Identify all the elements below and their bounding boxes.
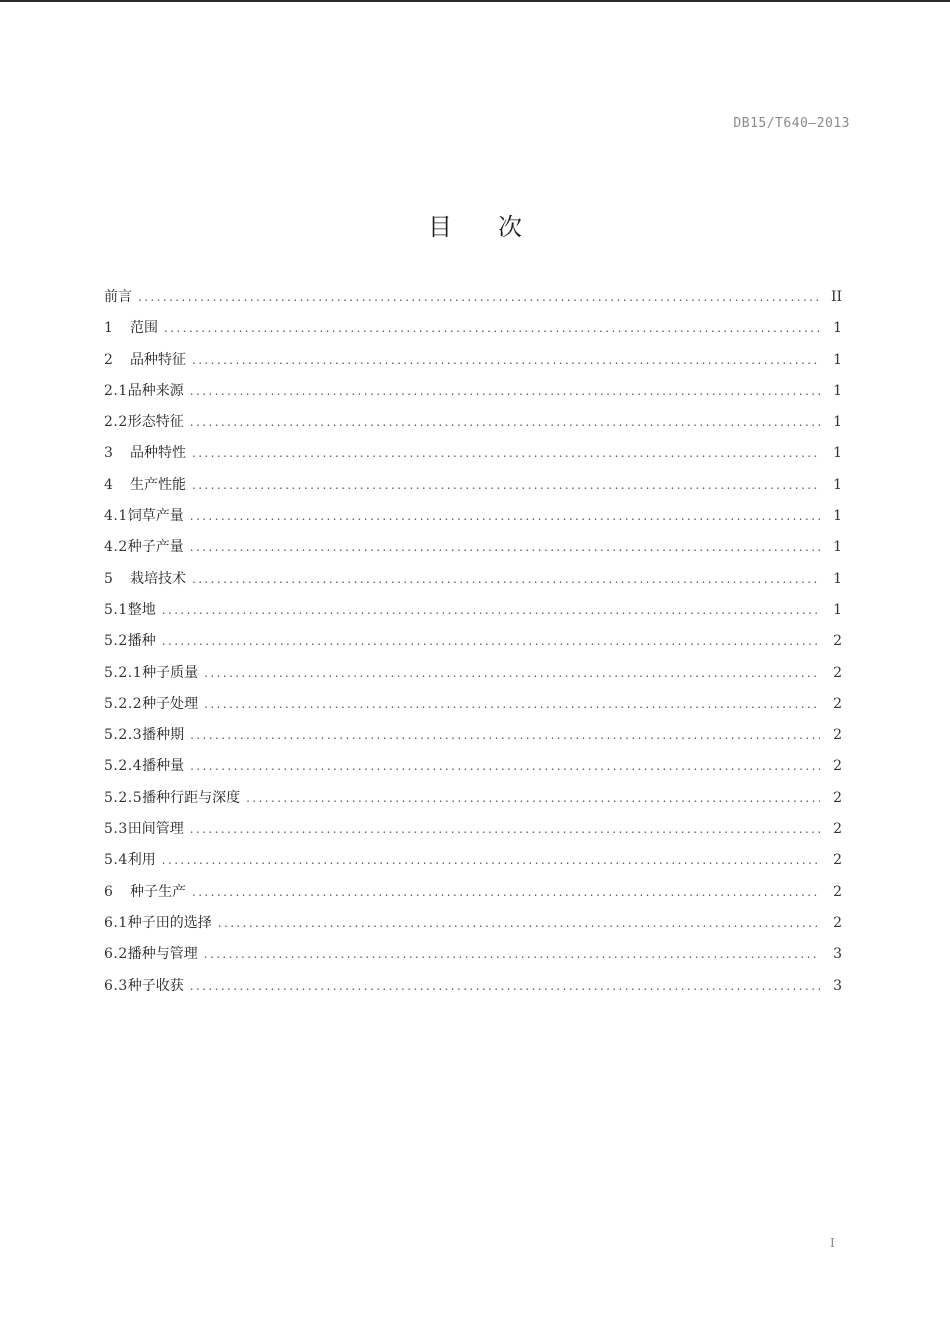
toc-entry[interactable] [104, 814, 842, 845]
toc-entry-title: 品种特性 [130, 445, 186, 462]
toc-dot-leader [164, 313, 820, 344]
toc-dot-leader [190, 971, 820, 1002]
toc-page-number: 1 [833, 539, 842, 556]
toc-entry[interactable] [104, 720, 842, 751]
toc-page-number: 2 [833, 633, 842, 650]
toc-dot-leader [162, 845, 820, 876]
toc-entry-number: 2.1 [104, 382, 128, 399]
toc-page-number: 1 [833, 382, 842, 399]
toc-entry[interactable] [104, 689, 842, 720]
toc-page-number: 1 [833, 508, 842, 525]
toc-entry[interactable] [104, 313, 842, 344]
toc-page-number: 2 [833, 883, 842, 900]
toc-entry-number: 6 [104, 883, 114, 900]
toc-entry[interactable] [104, 783, 842, 814]
toc-entry[interactable] [104, 877, 842, 908]
toc-entry-number: 1 [104, 320, 114, 337]
toc-entry[interactable] [104, 345, 842, 376]
toc-entry-number: 5.2.3 [104, 727, 143, 744]
toc-dot-leader [190, 501, 820, 532]
toc-dot-leader [190, 532, 820, 563]
toc-entry-number: 2 [104, 351, 114, 368]
toc-entry-title: 利用 [127, 852, 156, 869]
toc-page-number: II [830, 289, 842, 305]
toc-entry-number: 3 [104, 445, 114, 462]
toc-entry-title: 种子收获 [127, 977, 184, 994]
toc-page-number: 1 [833, 445, 842, 462]
toc-entry-number: 5 [104, 570, 114, 587]
toc-entry[interactable] [104, 658, 842, 689]
toc-dot-leader [192, 438, 820, 469]
table-of-contents [104, 282, 842, 1002]
toc-entry-title: 品种来源 [127, 382, 184, 399]
toc-dot-leader [218, 908, 820, 939]
toc-entry-number: 4.2 [104, 539, 128, 556]
toc-page-number: 1 [833, 570, 842, 587]
toc-entry-number: 4 [104, 476, 114, 493]
toc-page-number: 2 [833, 727, 842, 744]
toc-dot-leader [138, 282, 820, 313]
page-number: I [830, 1236, 835, 1250]
toc-dot-leader [246, 783, 820, 814]
toc-dot-leader [192, 877, 820, 908]
toc-entry[interactable] [104, 626, 842, 657]
toc-entry-title: 播种量 [142, 758, 185, 775]
toc-page-number: 2 [833, 852, 842, 869]
toc-dot-leader [190, 720, 820, 751]
toc-page-number: 2 [833, 821, 842, 838]
toc-entry-number: 6.2 [104, 946, 128, 963]
toc-entry-number: 5.2.4 [104, 758, 143, 775]
toc-entry-title: 种子质量 [142, 664, 199, 681]
toc-entry-number: 5.2 [104, 633, 128, 650]
toc-dot-leader [192, 470, 820, 501]
toc-dot-leader [190, 376, 820, 407]
toc-entry[interactable] [104, 438, 842, 469]
toc-page-number: 2 [833, 758, 842, 775]
toc-dot-leader [204, 689, 820, 720]
toc-dot-leader [162, 626, 820, 657]
toc-entry-number: 5.1 [104, 601, 128, 618]
toc-entry[interactable] [104, 376, 842, 407]
toc-dot-leader [190, 751, 820, 782]
top-scan-border [0, 0, 950, 2]
toc-entry-title: 范围 [130, 320, 158, 337]
toc-page-number: 1 [833, 601, 842, 618]
toc-entry-title: 形态特征 [127, 414, 184, 431]
toc-entry[interactable] [104, 845, 842, 876]
toc-entry[interactable] [104, 564, 842, 595]
toc-entry-title: 栽培技术 [130, 570, 186, 587]
toc-page-number: 1 [833, 476, 842, 493]
toc-entry-title: 种子田的选择 [127, 914, 212, 931]
toc-entry[interactable] [104, 532, 842, 563]
toc-entry-title: 生产性能 [130, 476, 186, 493]
toc-page-number: 1 [833, 351, 842, 368]
toc-entry-title: 饲草产量 [127, 508, 184, 525]
toc-entry-number: 5.2.1 [104, 664, 143, 681]
toc-entry-title: 播种与管理 [127, 946, 198, 963]
toc-entry-title: 种子处理 [142, 695, 199, 712]
toc-entry[interactable] [104, 908, 842, 939]
toc-entry-number: 4.1 [104, 508, 128, 525]
toc-page-number: 3 [833, 977, 842, 994]
toc-page-number: 2 [833, 664, 842, 681]
document-code: DB15/T640—2013 [733, 116, 850, 131]
toc-entry-title: 品种特征 [130, 351, 186, 368]
toc-entry[interactable] [104, 501, 842, 532]
toc-entry-title: 种子生产 [130, 883, 186, 900]
toc-page-number: 2 [833, 914, 842, 931]
toc-entry-title: 播种期 [142, 727, 185, 744]
toc-entry-title: 播种行距与深度 [142, 789, 241, 806]
toc-entry[interactable] [104, 470, 842, 501]
toc-entry[interactable] [104, 595, 842, 626]
toc-entry-foreword[interactable] [104, 282, 842, 313]
toc-dot-leader [162, 595, 820, 626]
toc-dot-leader [192, 345, 820, 376]
toc-dot-leader [204, 658, 820, 689]
page-title: 目次 [428, 213, 568, 241]
toc-entry-number: 5.4 [104, 852, 128, 869]
toc-entry[interactable] [104, 939, 842, 970]
toc-entry[interactable] [104, 971, 842, 1002]
toc-entry-number: 2.2 [104, 414, 128, 431]
toc-page-number: 1 [833, 414, 842, 431]
toc-entry-number: 5.3 [104, 821, 128, 838]
toc-page-number: 1 [833, 320, 842, 337]
toc-entry-title: 种子产量 [127, 539, 184, 556]
toc-dot-leader [192, 564, 820, 595]
toc-entry-title: 田间管理 [127, 821, 184, 838]
toc-page-number: 3 [833, 946, 842, 963]
toc-page-number: 2 [833, 789, 842, 806]
toc-entry-number: 5.2.2 [104, 695, 143, 712]
toc-dot-leader [190, 814, 820, 845]
toc-entry-title: 播种 [127, 633, 156, 650]
toc-entry[interactable] [104, 751, 842, 782]
toc-dot-leader [190, 407, 820, 438]
toc-entry[interactable] [104, 407, 842, 438]
toc-entry-title: 前言 [104, 289, 132, 305]
toc-entry-number: 6.3 [104, 977, 128, 994]
toc-page-number: 2 [833, 695, 842, 712]
toc-entry-number: 5.2.5 [104, 789, 143, 806]
toc-entry-title: 整地 [127, 601, 156, 618]
toc-dot-leader [204, 939, 820, 970]
toc-entry-number: 6.1 [104, 914, 128, 931]
